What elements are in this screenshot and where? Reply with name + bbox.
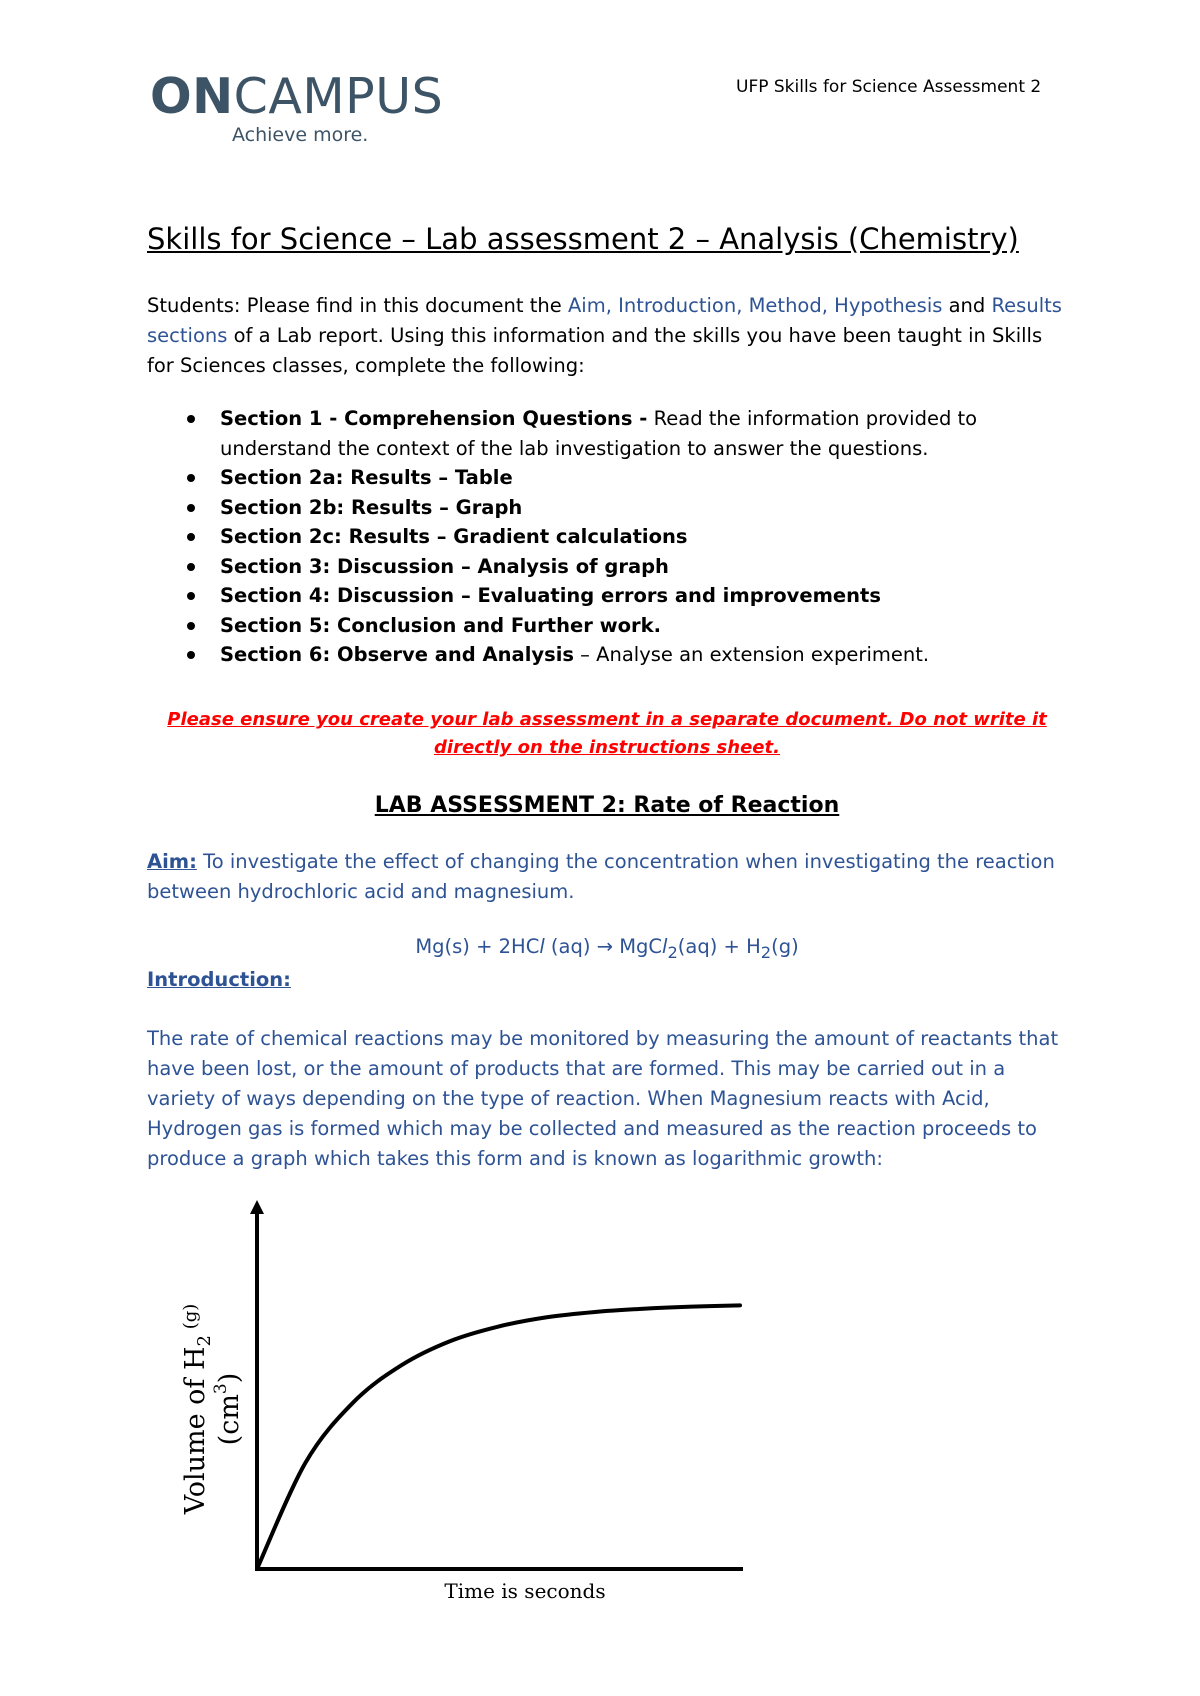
y-axis-unit: $(cm^3)$	[211, 1372, 245, 1446]
list-item: Section 6: Observe and Analysis – Analyse an extension experiment.	[168, 640, 1068, 670]
bullet-icon	[187, 622, 195, 630]
aim-link: Aim	[567, 294, 606, 317]
y-axis-arrow	[250, 1200, 264, 1214]
bullet-icon	[187, 474, 195, 482]
oncampus-logo	[150, 68, 444, 146]
introduction-text: The rate of chemical reactions may be monitored by measuring the amount of reactants that have been lost, or the amount of products that are formed. This may be carried out in a variety of ways depending on the type of reaction. When Magnesium reacts with Acid, Hydrogen gas is formed which may be collected and measured as the reaction proceeds to produce a graph which takes this form and is known as logarithmic growth:	[147, 1027, 1059, 1170]
bullet-icon	[187, 651, 195, 659]
bullet-icon	[187, 504, 195, 512]
results-link: Results sections	[147, 294, 1062, 347]
bullet-icon	[187, 563, 195, 571]
list-item: Section 3: Discussion – Analysis of graph	[168, 552, 1068, 582]
bullet-icon	[187, 592, 195, 600]
list-item: Section 2a: Results – Table	[168, 463, 1068, 493]
lab-title: LAB ASSESSMENT 2: Rate of Reaction	[374, 793, 840, 818]
list-item: Section 2c: Results – Gradient calculations	[168, 522, 1068, 552]
growth-graph	[170, 1198, 760, 1608]
introduction-heading: Introduction:	[147, 968, 291, 991]
warning-note: Please ensure you create your lab assessment in a separate document. Do not write it directly on the instructions sheet.	[167, 709, 1047, 758]
aim-label: Aim:	[147, 850, 197, 873]
logo-light: CAMPUS	[233, 68, 444, 125]
hypothesis-link: Hypothesis	[834, 294, 943, 317]
chemical-equation: Mg(s) + 2HCl (aq) → MgCl$_2$(aq) + $H_2(g)$	[415, 935, 799, 962]
bullet-icon	[187, 533, 195, 541]
list-item: Section 2b: Results – Graph	[168, 493, 1068, 523]
method-link: Method	[748, 294, 822, 317]
y-axis-label-group	[180, 1304, 245, 1516]
document-title: Skills for Science – Lab assessment 2 – Analysis (Chemistry)	[147, 222, 1019, 256]
header-assessment-label: UFP Skills for Science Assessment 2	[736, 77, 1042, 97]
intro-paragraph: Students: Please find in this document the Aim, Introduction, Method, Hypothesis and Results sections of a Lab report. Using this information and the skills you have been taught in Skills for Sciences classes, complete the following:	[147, 294, 1062, 377]
y-axis-label: Volume of $H_2$ $^{(g)}$	[180, 1303, 215, 1515]
logo-wordmark	[150, 68, 444, 125]
list-item: Section 1 - Comprehension Questions - Read the information provided to understand the context of the lab investigation to answer the questions.	[168, 404, 1068, 463]
x-axis-label: Time is seconds	[444, 1579, 606, 1603]
sections-list	[168, 404, 1068, 670]
list-item: Section 4: Discussion – Evaluating errors and improvements	[168, 581, 1068, 611]
bullet-icon	[187, 415, 195, 423]
growth-curve	[257, 1305, 740, 1569]
list-item: Section 5: Conclusion and Further work.	[168, 611, 1068, 641]
introduction-link: Introduction	[618, 294, 737, 317]
aim-paragraph: Aim: To investigate the effect of changing the concentration when investigating the reaction between hydrochloric acid and magnesium.	[147, 850, 1055, 903]
logo-bold: ON	[150, 68, 234, 125]
logo-tagline: Achieve more.	[232, 124, 369, 146]
